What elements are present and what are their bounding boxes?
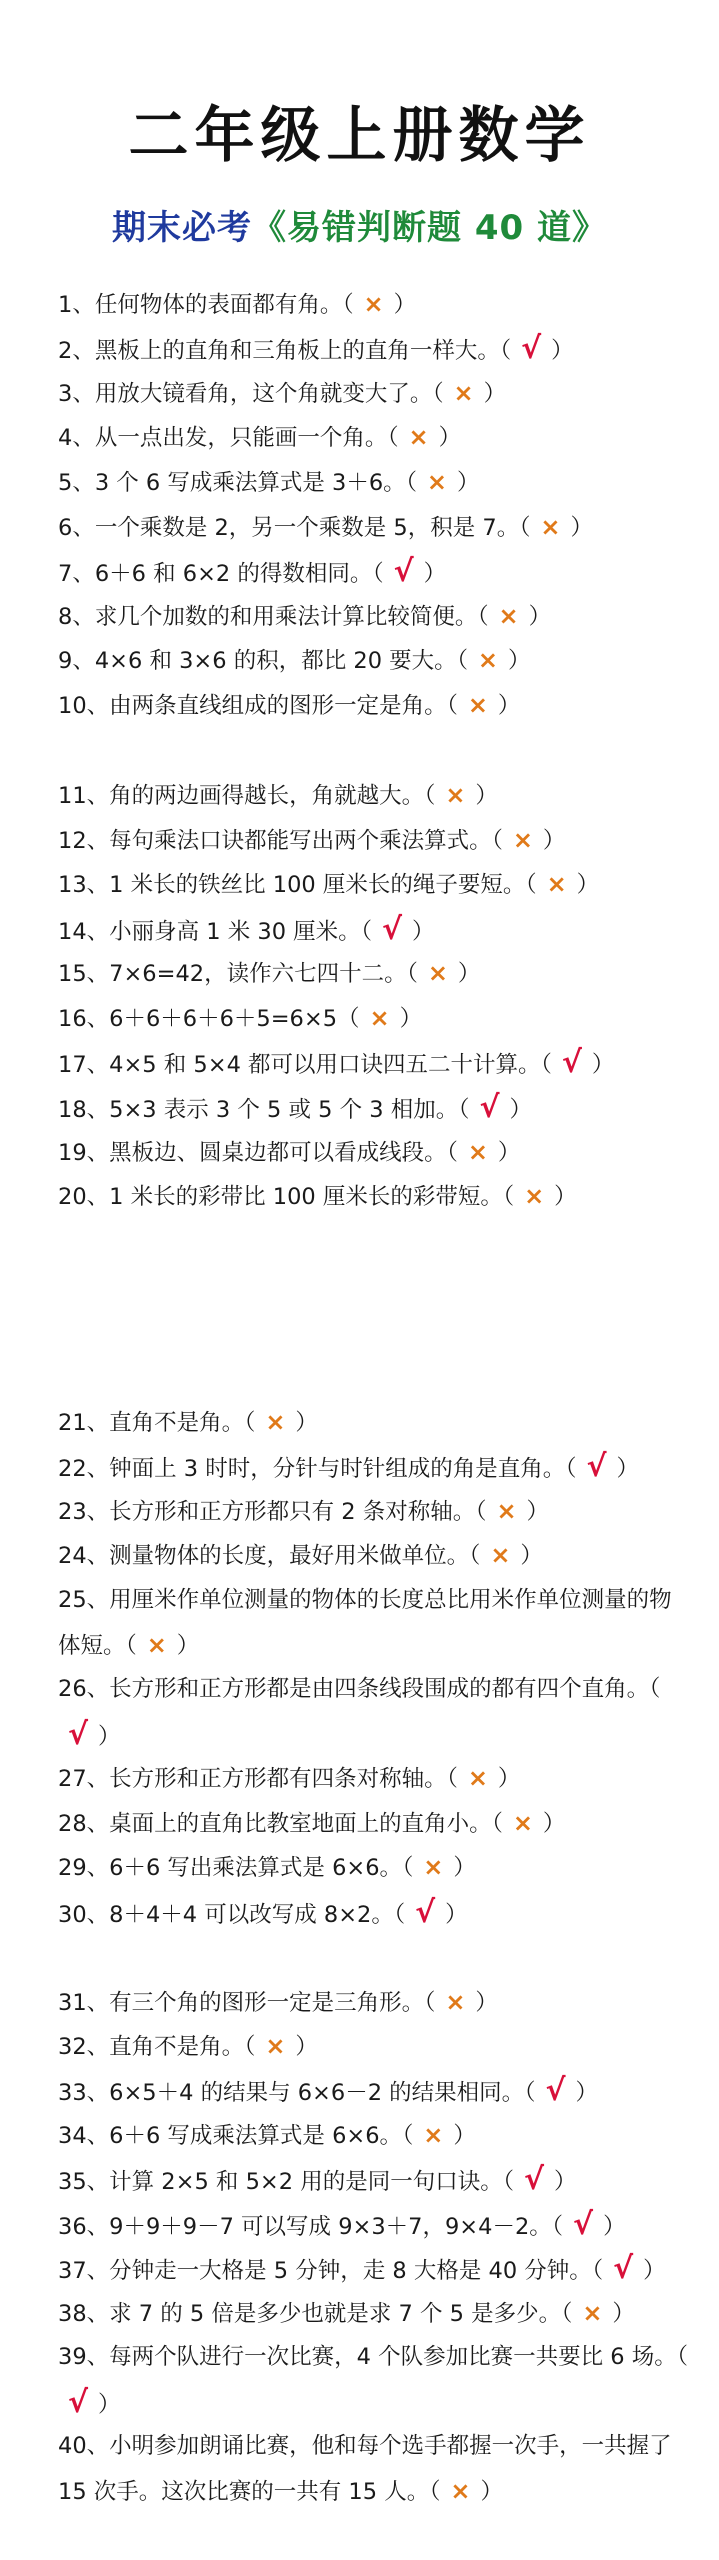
check-mark-icon: √ — [381, 912, 402, 947]
cross-mark-icon: × — [445, 1988, 466, 2016]
answer-paren-open: （ — [477, 604, 489, 630]
answer-paren-close: ） — [591, 1052, 615, 1078]
question-text: 2、黑板上的直角和三角板上的直角一样大。 — [58, 338, 500, 364]
question-text: 38、求 7 的 5 倍是多少也就是求 7 个 5 是多少。 — [58, 2301, 562, 2327]
answer-paren-close: ） — [553, 2169, 577, 2195]
cross-mark-icon: × — [423, 2121, 444, 2149]
answer-paren-close: ） — [528, 604, 552, 630]
answer-paren-open: （ — [244, 2034, 256, 2060]
answer-paren-open: （ — [502, 2169, 514, 2195]
question-24 — [58, 1533, 688, 1579]
question-text: 7、6＋6 和 6×2 的得数相同。 — [58, 561, 373, 587]
question-17 — [58, 1040, 688, 1088]
answer-paren-close: ） — [457, 961, 481, 987]
question-31 — [58, 1980, 688, 2026]
cross-mark-icon: × — [408, 423, 429, 451]
question-text: 32、直角不是角。 — [58, 2034, 245, 2060]
question-text: 3、用放大镜看角，这个角就变大了。 — [58, 381, 433, 407]
question-22 — [58, 1444, 688, 1492]
question-text: 26、长方形和正方形都是由四条线段围成的都有四个直角。 — [58, 1676, 650, 1702]
answer-paren-open: （ — [524, 2080, 536, 2106]
answer-paren-open: （ — [499, 338, 512, 364]
question-2 — [58, 326, 688, 374]
answer-paren-close: ） — [554, 1184, 577, 1210]
answer-paren-open: （ — [342, 292, 354, 318]
question-text: 17、4×5 和 5×4 都可以用口诀四五二十计算。 — [58, 1052, 541, 1078]
question-30 — [58, 1890, 688, 1938]
question-text: 35、计算 2×5 和 5×2 用的是同一句口诀。 — [58, 2169, 503, 2195]
answer-paren-open: （ — [469, 1543, 481, 1569]
question-text: 19、黑板边、圆桌边都可以看成线段。 — [58, 1140, 447, 1166]
check-mark-icon: √ — [415, 1895, 436, 1930]
check-mark-icon: √ — [521, 331, 542, 366]
answer-paren-open: （ — [676, 2344, 688, 2370]
question-text: 18、5×3 表示 3 个 5 或 5 个 3 相加。 — [58, 1097, 459, 1123]
cross-mark-icon: × — [467, 691, 488, 719]
answer-paren-close: ） — [603, 2214, 626, 2240]
question-14 — [58, 907, 688, 955]
answer-paren-close: ） — [453, 1855, 476, 1881]
answer-paren-close: ） — [295, 2034, 318, 2060]
question-text: 13、1 米长的铁丝比 100 厘米长的绳子要短。 — [58, 872, 526, 898]
cross-mark-icon: × — [467, 1764, 488, 1792]
question-18 — [58, 1085, 688, 1133]
answer-paren-open: （ — [502, 1184, 515, 1210]
answer-paren-close: ） — [509, 1097, 533, 1123]
answer-paren-close: ） — [399, 1006, 423, 1032]
question-text: 31、有三个角的图形一定是三角形。 — [58, 1990, 425, 2016]
question-32 — [58, 2024, 688, 2070]
answer-paren-close: ） — [570, 515, 593, 541]
cross-mark-icon: × — [423, 1853, 444, 1881]
cross-mark-icon: × — [146, 1631, 167, 1659]
cross-mark-icon: × — [477, 646, 498, 674]
answer-paren-open: （ — [406, 961, 418, 987]
question-text: 28、桌面上的直角比教室地面上的直角小。 — [58, 1811, 492, 1837]
question-text: 25、用厘米作单位测量的物体的长度总比用米作单位测量的物体短。 — [58, 1587, 672, 1659]
check-mark-icon: √ — [613, 2251, 634, 2286]
question-9 — [58, 638, 688, 684]
question-34 — [58, 2113, 688, 2159]
cross-mark-icon: × — [512, 826, 533, 854]
question-29 — [58, 1845, 688, 1891]
question-text: 34、6＋6 写成乘法算式是 6×6。 — [58, 2123, 403, 2149]
answer-paren-open: （ — [491, 828, 503, 854]
cross-mark-icon: × — [582, 2299, 603, 2327]
question-text: 24、测量物体的长度，最好用米做单位。 — [58, 1543, 470, 1569]
check-mark-icon: √ — [523, 2162, 544, 2197]
question-text: 1、任何物体的表面都有角。 — [58, 292, 343, 318]
question-text: 4、从一点出发，只能画一个角。 — [58, 425, 388, 451]
question-38 — [58, 2291, 688, 2337]
cross-mark-icon: × — [546, 870, 567, 898]
answer-paren-close: ） — [483, 381, 507, 407]
question-39 — [58, 2335, 688, 2428]
question-13 — [58, 862, 688, 908]
question-text: 9、4×6 和 3×6 的积，都比 20 要大。 — [58, 648, 457, 674]
answer-paren-open: （ — [446, 1140, 458, 1166]
question-33 — [58, 2068, 688, 2116]
answer-paren-open: （ — [591, 2258, 604, 2284]
question-text: 39、每两个队进行一次比赛，4 个队参加比赛一共要比 6 场。 — [58, 2344, 677, 2370]
check-mark-icon: √ — [545, 2073, 566, 2108]
question-text: 30、8＋4＋4 可以改写成 8×2。 — [58, 1902, 394, 1928]
question-text: 10、由两条直线组成的图形一定是角。 — [58, 693, 447, 719]
question-text: 20、1 米长的彩带比 100 厘米长的彩带短。 — [58, 1184, 503, 1210]
cross-mark-icon: × — [363, 290, 384, 318]
question-37 — [58, 2246, 688, 2294]
answer-paren-open: （ — [525, 872, 537, 898]
question-text: 16、6＋6＋6＋6＋5=6×5 — [58, 1006, 338, 1032]
answer-paren-close: ） — [616, 1456, 640, 1482]
question-20 — [58, 1174, 688, 1220]
question-27 — [58, 1756, 688, 1802]
question-text: 40、小明参加朗诵比赛，他和每个选手都握一次手，一共握了 15 次手。这次比赛的一共有 15 人。 — [58, 2433, 672, 2505]
answer-paren-close: ） — [526, 1499, 550, 1525]
question-7 — [58, 549, 688, 597]
answer-paren-close: ） — [98, 1724, 121, 1750]
answer-paren-open: （ — [360, 919, 372, 945]
question-text: 27、长方形和正方形都有四条对称轴。 — [58, 1766, 447, 1792]
answer-paren-open: （ — [649, 1676, 661, 1702]
answer-paren-open: （ — [393, 1902, 406, 1928]
question-40 — [58, 2424, 688, 2515]
answer-paren-close: ） — [497, 1140, 521, 1166]
answer-paren-open: （ — [475, 1499, 487, 1525]
question-8 — [58, 594, 688, 640]
check-mark-icon: √ — [479, 1090, 500, 1125]
page-title: 二年级上册数学 — [128, 101, 591, 171]
question-35 — [58, 2157, 688, 2205]
question-text: 11、角的两边画得越长，角就越大。 — [58, 783, 425, 809]
question-19 — [58, 1130, 688, 1176]
answer-paren-close: ） — [393, 292, 417, 318]
answer-paren-close: ） — [497, 1766, 521, 1792]
question-text: 21、直角不是角。 — [58, 1410, 245, 1436]
question-26 — [58, 1667, 688, 1760]
question-16 — [58, 996, 688, 1042]
cross-mark-icon: × — [427, 959, 448, 987]
question-36 — [58, 2202, 688, 2250]
question-15 — [58, 951, 688, 997]
answer-paren-close: ） — [295, 1410, 318, 1436]
cross-mark-icon: × — [467, 1138, 488, 1166]
question-text: 6、一个乘数是 2，另一个乘数是 5，积是 7。 — [58, 515, 520, 541]
answer-paren-open: （ — [125, 1633, 137, 1659]
cross-mark-icon: × — [512, 1809, 533, 1837]
question-text: 22、钟面上 3 时时，分针与时针组成的角是直角。 — [58, 1456, 566, 1482]
answer-paren-close: ） — [520, 1543, 543, 1569]
cross-mark-icon: × — [369, 1004, 390, 1032]
check-mark-icon: √ — [67, 2385, 88, 2420]
answer-paren-close: ） — [176, 1633, 200, 1659]
page-subtitle — [0, 200, 719, 249]
answer-paren-open: （ — [405, 470, 417, 496]
question-28 — [58, 1801, 688, 1847]
cross-mark-icon: × — [445, 781, 466, 809]
answer-paren-close: ） — [475, 783, 498, 809]
answer-paren-close: ） — [507, 648, 531, 674]
cross-mark-icon: × — [490, 1541, 511, 1569]
question-25 — [58, 1578, 688, 1669]
answer-paren-close: ） — [98, 2392, 121, 2418]
answer-paren-open: （ — [551, 2214, 564, 2240]
answer-paren-open: （ — [424, 783, 436, 809]
question-text: 8、求几个加数的和用乘法计算比较简便。 — [58, 604, 478, 630]
cross-mark-icon: × — [265, 1408, 286, 1436]
answer-paren-close: ） — [497, 693, 521, 719]
answer-paren-close: ） — [551, 338, 574, 364]
answer-paren-open: （ — [372, 561, 384, 587]
answer-paren-open: （ — [446, 693, 458, 719]
check-mark-icon: √ — [573, 2207, 594, 2242]
answer-paren-close: ） — [612, 2301, 635, 2327]
question-3 — [58, 371, 688, 417]
answer-paren-close: ） — [453, 2123, 476, 2149]
answer-paren-open: （ — [565, 1456, 577, 1482]
cross-mark-icon: × — [265, 2032, 286, 2060]
answer-paren-open: （ — [402, 1855, 414, 1881]
answer-paren-open: （ — [456, 648, 468, 674]
question-6 — [58, 505, 688, 551]
answer-paren-close: ） — [576, 872, 600, 898]
answer-paren-close: ） — [480, 2479, 503, 2505]
question-5 — [58, 460, 688, 506]
question-text: 23、长方形和正方形都只有 2 条对称轴。 — [58, 1499, 476, 1525]
cross-mark-icon: × — [498, 602, 519, 630]
answer-paren-close: ） — [475, 1990, 498, 2016]
answer-paren-open: （ — [540, 1052, 552, 1078]
answer-paren-open: （ — [337, 1006, 360, 1032]
answer-paren-close: ） — [438, 425, 462, 451]
answer-paren-open: （ — [458, 1097, 470, 1123]
question-text: 12、每句乘法口诀都能写出两个乘法算式。 — [58, 828, 492, 854]
answer-paren-close: ） — [411, 919, 435, 945]
answer-paren-close: ） — [575, 2080, 598, 2106]
answer-paren-open: （ — [424, 1990, 436, 2016]
cross-mark-icon: × — [453, 379, 474, 407]
answer-paren-open: （ — [519, 515, 531, 541]
check-mark-icon: √ — [561, 1045, 582, 1080]
question-text: 14、小丽身高 1 米 30 厘米。 — [58, 919, 361, 945]
subtitle-exam-label: 期末必考 — [112, 208, 252, 248]
question-text: 33、6×5＋4 的结果与 6×6－2 的结果相同。 — [58, 2080, 525, 2106]
question-text: 36、9＋9＋9－7 可以写成 9×3＋7，9×4－2。 — [58, 2214, 552, 2240]
question-text: 5、3 个 6 写成乘法算式是 3＋6。 — [58, 470, 406, 496]
answer-paren-open: （ — [491, 1811, 503, 1837]
answer-paren-close: ） — [423, 561, 447, 587]
answer-paren-open: （ — [244, 1410, 256, 1436]
check-mark-icon: √ — [393, 554, 414, 589]
answer-paren-open: （ — [429, 2479, 441, 2505]
answer-paren-close: ） — [542, 1811, 566, 1837]
answer-paren-close: ） — [456, 470, 480, 496]
question-21 — [58, 1400, 688, 1446]
cross-mark-icon: × — [426, 468, 447, 496]
question-11 — [58, 773, 688, 819]
answer-paren-open: （ — [446, 1766, 458, 1792]
question-text: 29、6＋6 写出乘法算式是 6×6。 — [58, 1855, 403, 1881]
question-10 — [58, 683, 688, 729]
answer-paren-open: （ — [432, 381, 444, 407]
answer-paren-open: （ — [387, 425, 399, 451]
answer-paren-open: （ — [402, 2123, 414, 2149]
answer-paren-close: ） — [445, 1902, 468, 1928]
answer-paren-open: （ — [561, 2301, 573, 2327]
question-23 — [58, 1489, 688, 1535]
question-4 — [58, 415, 688, 461]
answer-paren-close: ） — [542, 828, 566, 854]
cross-mark-icon: × — [524, 1182, 545, 1210]
cross-mark-icon: × — [496, 1497, 517, 1525]
check-mark-icon: √ — [586, 1449, 607, 1484]
subtitle-topic: 《易错判断题 40 道》 — [252, 208, 607, 248]
answer-paren-close: ） — [643, 2258, 666, 2284]
question-12 — [58, 818, 688, 864]
cross-mark-icon: × — [450, 2477, 471, 2505]
cross-mark-icon: × — [540, 513, 561, 541]
question-text: 37、分钟走一大格是 5 分钟，走 8 大格是 40 分钟。 — [58, 2258, 592, 2284]
question-1 — [58, 282, 688, 328]
check-mark-icon: √ — [67, 1717, 88, 1752]
question-text: 15、7×6=42，读作六七四十二。 — [58, 961, 407, 987]
